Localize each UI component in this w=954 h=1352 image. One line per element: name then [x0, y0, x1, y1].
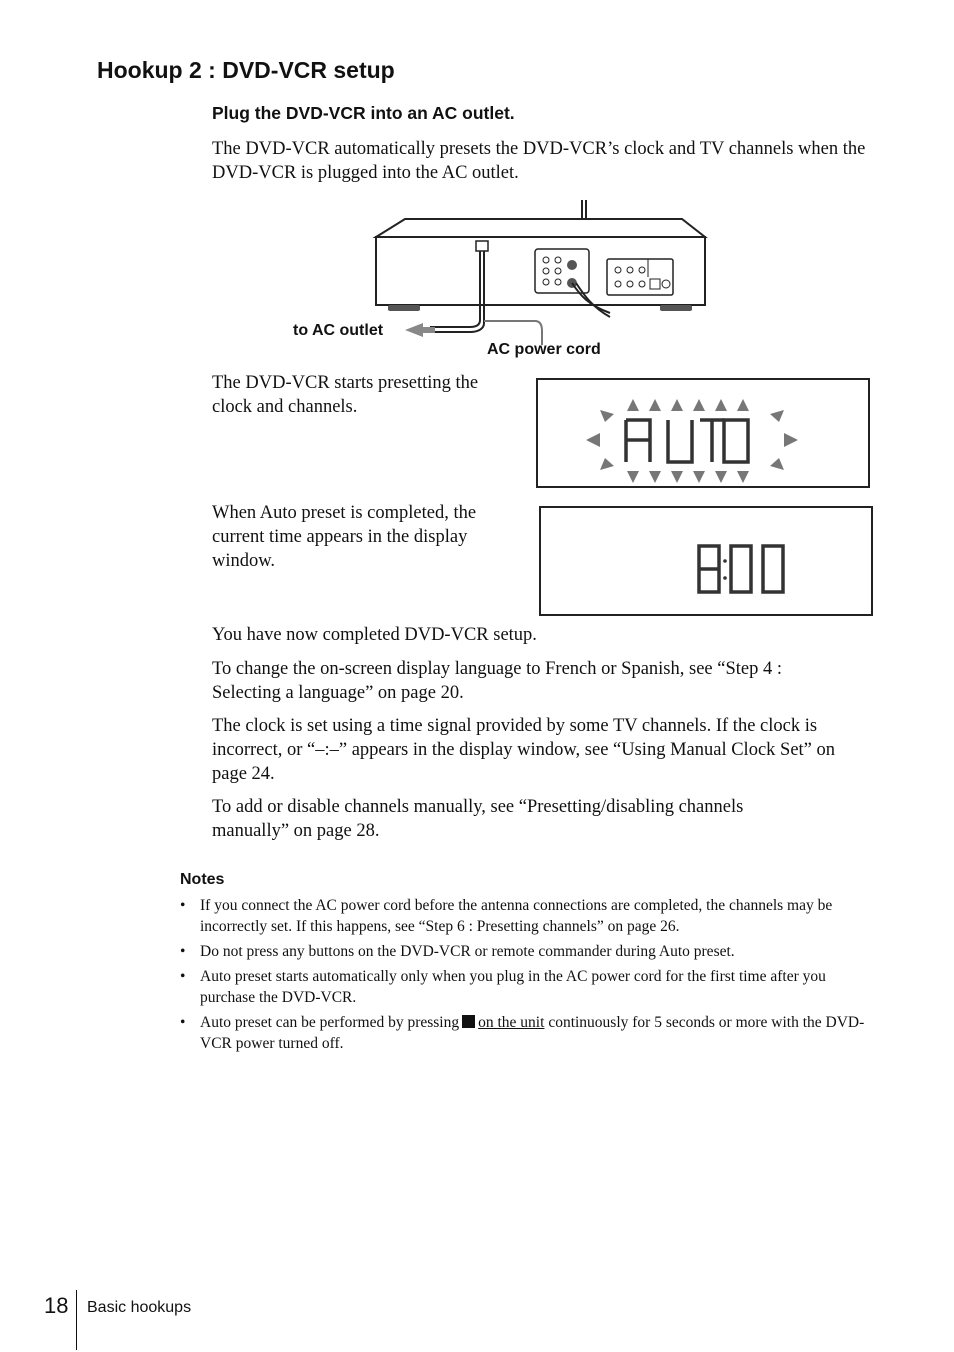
notes-list — [180, 895, 880, 1058]
page-number: 18 — [44, 1293, 69, 1318]
page-heading: Hookup 2 : DVD-VCR setup — [97, 57, 395, 83]
display1-description: The DVD-VCR starts presetting the clock and channels. — [212, 373, 479, 417]
note-text: Auto preset can be performed by pressing — [200, 1014, 460, 1031]
lcd-display-time — [539, 506, 873, 616]
language-paragraph: To change the on-screen display language to French or Spanish, see “Step 4 : Selecting a language” on page 20. — [212, 659, 782, 703]
notes-title: Notes — [180, 871, 225, 888]
auto-segment-graphic — [538, 380, 868, 486]
channels-paragraph: To add or disable channels manually, see “Presetting/disabling channels manually” on page 28. — [212, 797, 744, 841]
step-title: Plug the DVD-VCR into an AC outlet. — [212, 103, 515, 123]
stop-button-icon — [462, 1015, 475, 1028]
intro-paragraph: The DVD-VCR automatically presets the DVD-VCR’s clock and TV channels when the DVD-VCR is plugged into the AC outlet. — [212, 139, 866, 183]
on-the-unit-text: on the unit — [478, 1014, 545, 1031]
note-text: continuously for 5 seconds or more with the DVD-VCR power turned off. — [200, 1014, 865, 1052]
setup-complete-paragraph: You have now completed DVD-VCR setup. — [212, 625, 537, 645]
display2-description: When Auto preset is completed, the current time appears in the display window. — [212, 503, 477, 571]
ac-outlet-label: to AC outlet — [293, 322, 384, 339]
note-item: • Do not press any buttons on the DVD-VCR or remote commander during Auto preset. — [180, 941, 880, 962]
note-item: • Auto preset starts automatically only when you plug in the AC power cord for the first time after you purchase the DVD-VCR. — [180, 966, 880, 1008]
footer-divider — [76, 1290, 77, 1350]
note-item: • If you connect the AC power cord before the antenna connections are completed, the channels may be incorrectly set. If this happens, see “Step 6 : Presetting channels” on page 26. — [180, 895, 880, 937]
ac-power-cord-label: AC power cord — [487, 341, 601, 358]
note-item — [180, 1012, 880, 1054]
section-name: Basic hookups — [87, 1299, 192, 1316]
clock-paragraph: The clock is set using a time signal provided by some TV channels. If the clock is incorrect, or “–:–” appears in the display window, see “Using Manual Clock Set” on page 24. — [212, 716, 836, 784]
lcd-display-auto — [536, 378, 870, 488]
time-segment-graphic — [541, 508, 871, 614]
